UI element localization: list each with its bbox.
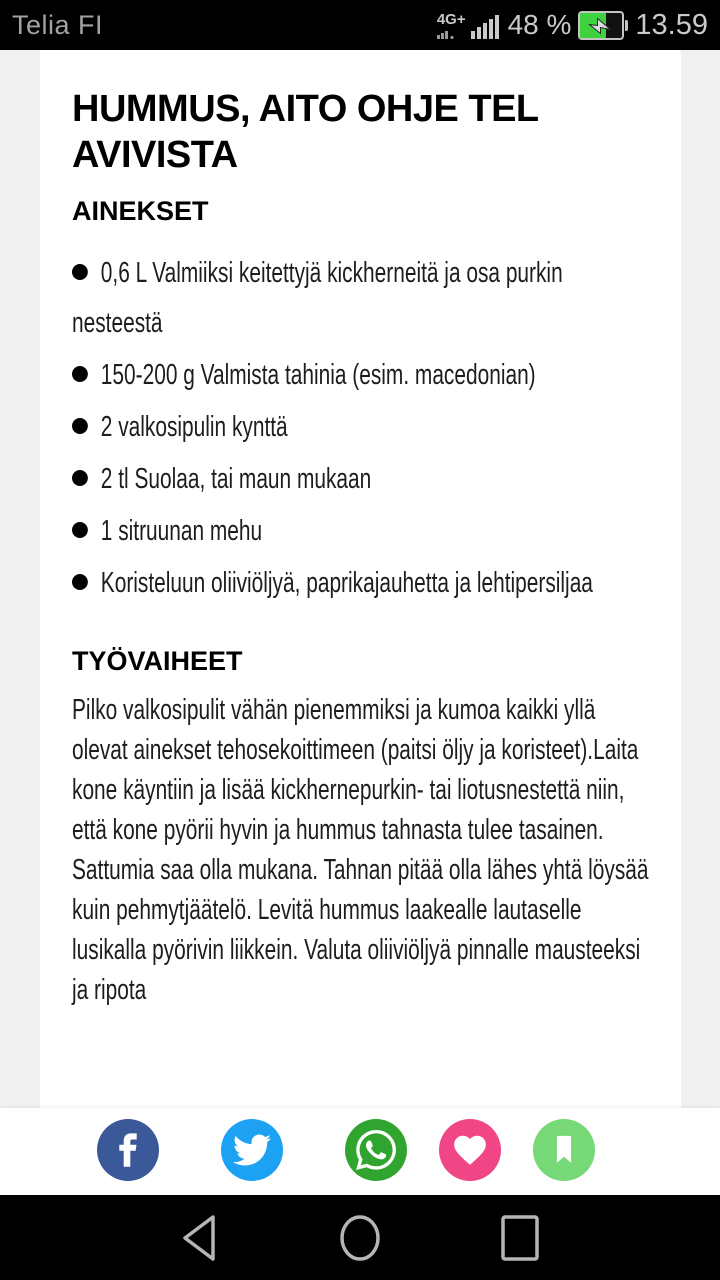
steps-heading: TYÖVAIHEET (72, 646, 243, 676)
whatsapp-icon (356, 1130, 396, 1170)
facebook-icon (97, 1119, 159, 1181)
battery-percent-label: 48 % (507, 9, 572, 40)
bullet-icon (72, 366, 88, 382)
ingredient-item (72, 402, 649, 452)
status-bar (0, 0, 720, 50)
share-facebook-button[interactable] (97, 1119, 159, 1181)
ingredient-text: 2 tl Suolaa, tai maun mukaan (100, 463, 372, 495)
clock-label: 13.59 (635, 8, 708, 41)
ingredient-item (72, 350, 649, 400)
recents-square-icon (497, 1210, 543, 1266)
home-circle-icon (335, 1210, 385, 1266)
bullet-icon (72, 264, 88, 280)
recipe-content-card (40, 50, 681, 1110)
bookmark-button[interactable] (533, 1119, 595, 1181)
ingredient-text: 0,6 L Valmiiksi keitettyjä kickherneitä ja osa purkin nesteestä (72, 257, 563, 339)
back-triangle-icon (177, 1210, 223, 1266)
ingredient-item (72, 248, 649, 348)
nav-recents-button[interactable] (480, 1195, 560, 1280)
heart-icon (451, 1131, 489, 1169)
battery-indicator (578, 11, 628, 40)
ingredient-text: 150-200 g Valmista tahinia (esim. macedonian) (100, 359, 536, 391)
bullet-icon (72, 470, 88, 486)
twitter-icon (233, 1131, 271, 1169)
carrier-label: Telia FI (12, 9, 104, 40)
ingredient-text: 2 valkosipulin kynttä (100, 411, 288, 443)
ingredient-text: Koristeluun oliiviöljyä, paprikajauhetta ja lehtipersiljaa (100, 567, 593, 599)
android-nav-bar (0, 1195, 720, 1280)
ingredient-item (72, 454, 649, 504)
share-whatsapp-button[interactable] (345, 1119, 407, 1181)
bullet-icon (72, 574, 88, 590)
status-bar-right (437, 9, 708, 42)
recipe-title: HUMMUS, AITO OHJE TEL AVIVISTA (72, 88, 538, 176)
steps-paragraph: Pilko valkosipulit vähän pienemmiksi ja kumoa kaikki yllä olevat ainekset tehosekoittimeen (paitsi öljy ja koristeet).Laita kone käyntiin ja lisää kickhernepurkin- tai liotusnestettä niin, että kone pyörii hyvin ja hummus tahnasta tulee tasainen. Sattumia saa olla mukana. Tahnan pitää olla lähes yhtä löysää kuin pehmytjäätelö. Levitä hummus laakealle lautaselle lusikalla pyörivin liikkein. Valuta oliiviöljyä pinnalle mausteeksi ja ripota (72, 694, 649, 1006)
charging-bolt-icon (587, 13, 613, 38)
ingredient-item (72, 506, 649, 556)
battery-icon (578, 11, 624, 40)
ingredient-item (72, 558, 649, 608)
bullet-icon (72, 522, 88, 538)
ingredients-heading: AINEKSET (72, 196, 209, 226)
sim2-signal-icon (437, 27, 461, 39)
ingredient-text: 1 sitruunan mehu (100, 515, 263, 547)
signal-bars-icon (471, 11, 501, 39)
share-bar (0, 1108, 720, 1195)
network-type-label: 4G+ (436, 10, 466, 28)
battery-cap (625, 20, 628, 31)
bullet-icon (72, 418, 88, 434)
nav-home-button[interactable] (320, 1195, 400, 1280)
nav-back-button[interactable] (160, 1195, 240, 1280)
bookmark-icon (547, 1133, 581, 1167)
share-twitter-button[interactable] (221, 1119, 283, 1181)
ingredients-list (72, 248, 649, 608)
favorite-button[interactable] (439, 1119, 501, 1181)
network-indicator (437, 12, 466, 39)
